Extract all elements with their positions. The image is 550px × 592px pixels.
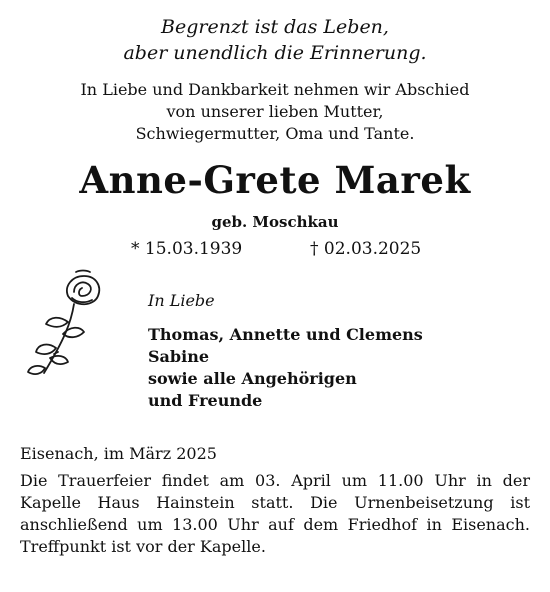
mourners-list [148, 324, 423, 412]
rose-icon [16, 268, 116, 380]
motto-line-2: aber unendlich die Erinnerung. [123, 42, 427, 64]
mourners-intro: In Liebe [148, 291, 215, 310]
mourner-line: Thomas, Annette und Clemens [148, 325, 423, 344]
funeral-service-text [20, 470, 530, 558]
mourner-line: und Freunde [148, 391, 263, 410]
intro-line-1: In Liebe und Dankbarkeit nehmen wir Abschied [80, 80, 470, 99]
service-line: Treffpunkt ist vor der Kapelle. [20, 537, 266, 556]
intro-text [0, 79, 550, 145]
deceased-name: Anne-Grete Marek [79, 158, 471, 202]
intro-line-2: von unserer lieben Mutter, [166, 102, 384, 121]
death-date: † 02.03.2025 [310, 239, 422, 259]
intro-line-3: Schwiegermutter, Oma und Tante. [135, 124, 415, 143]
motto [0, 14, 550, 66]
mourner-line: sowie alle Angehörigen [148, 369, 357, 388]
motto-line-1: Begrenzt ist das Leben, [161, 16, 389, 38]
service-line: Kapelle Haus Hainstein statt. Die Urnenbeisetzung ist [20, 493, 530, 512]
birth-date: * 15.03.1939 [131, 239, 243, 259]
place-date: Eisenach, im März 2025 [20, 444, 217, 463]
service-line: Die Trauerfeier findet am 03. April um 11.00 Uhr in der [20, 471, 530, 490]
service-line: anschließend um 13.00 Uhr auf dem Friedhof in Eisenach. [20, 515, 530, 534]
birth-name: geb. Moschkau [211, 213, 339, 231]
mourner-line: Sabine [148, 347, 209, 366]
